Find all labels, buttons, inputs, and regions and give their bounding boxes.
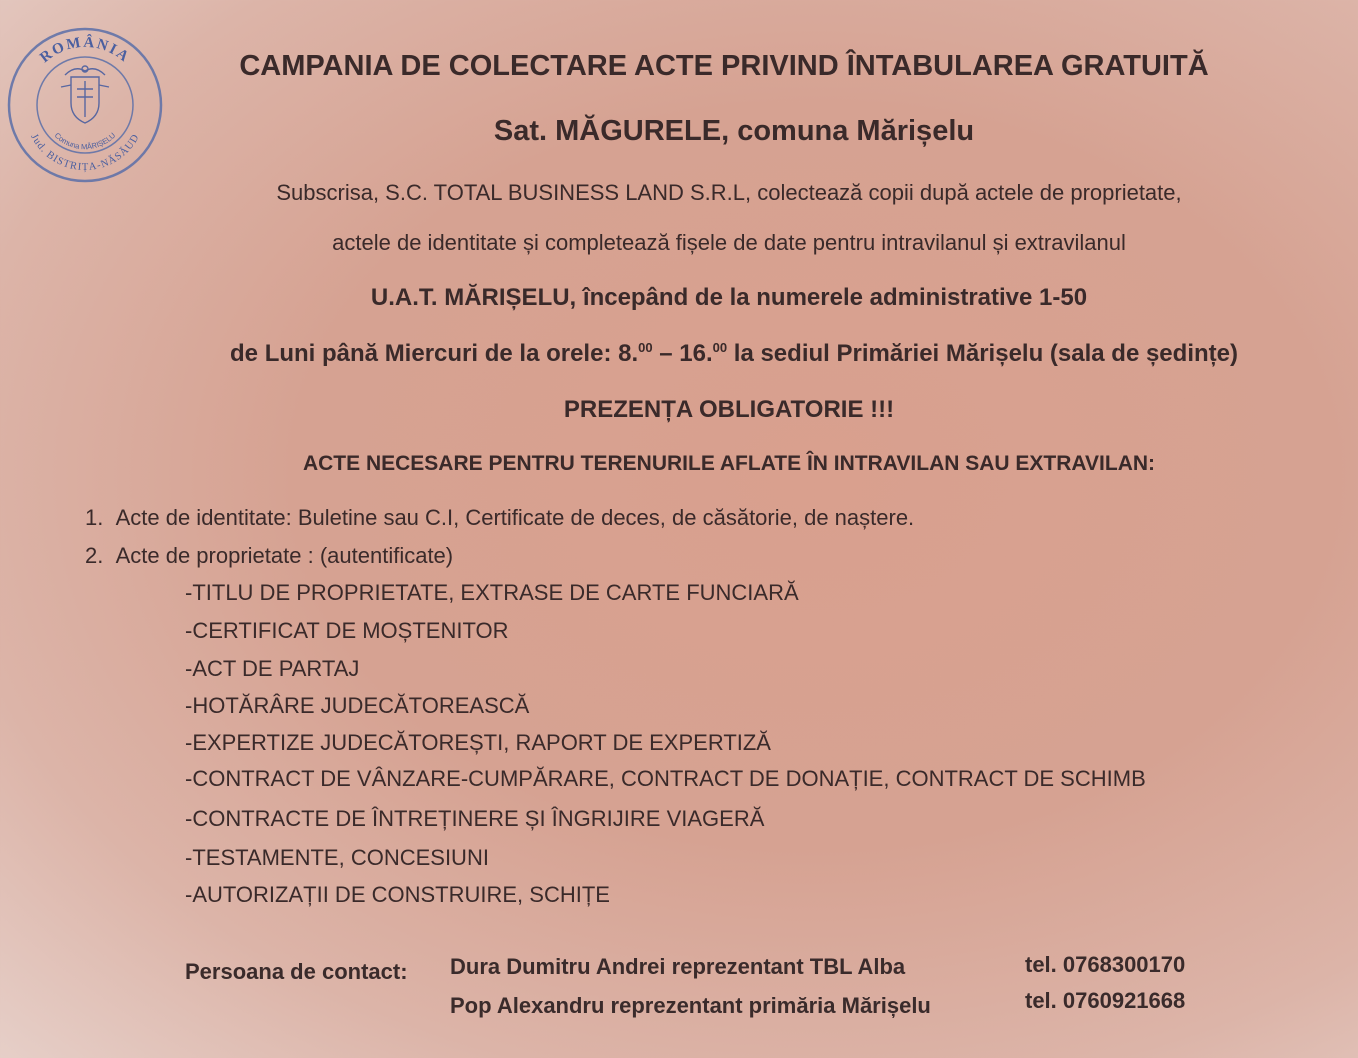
schedule-text-a: de Luni până Miercuri de la orele: 8.: [230, 340, 639, 367]
official-stamp: [5, 25, 165, 185]
sublist-item: -CONTRACT DE VÂNZARE-CUMPĂRARE, CONTRACT DE DONAȚIE, CONTRACT DE SCHIMB: [185, 766, 1146, 791]
contact-label: Persoana de contact:: [185, 959, 408, 984]
list-number: 1.: [85, 505, 104, 530]
list-text: Acte de proprietate : (autentificate): [115, 543, 454, 568]
mandatory-notice: PREZENȚA OBLIGATORIE !!!: [563, 396, 895, 423]
sublist-item: -ACT DE PARTAJ: [185, 656, 360, 681]
sublist-item: -HOTĂRÂRE JUDECĂTOREASCĂ: [185, 693, 530, 718]
list-number: 2.: [85, 543, 104, 568]
stamp-inner-text: Comuna MĂRIȘELU: [52, 130, 118, 152]
contact-phone-1: tel. 0768300170: [1025, 952, 1186, 977]
uat-line: U.A.T. MĂRIȘELU, începând de la numerele administrative 1-50: [370, 284, 1088, 311]
schedule-text-c: la sediul Primăriei Mărișelu (sala de ședințe): [727, 340, 1238, 367]
required-docs-heading: ACTE NECESARE PENTRU TERENURILE AFLATE ÎN INTRAVILAN SAU EXTRAVILAN:: [302, 452, 1156, 475]
schedule-line: [55, 340, 1358, 368]
sublist-item: -CERTIFICAT DE MOȘTENITOR: [185, 618, 509, 643]
intro-line-1: Subscrisa, S.C. TOTAL BUSINESS LAND S.R.L, colectează copii după actele de proprietate,: [276, 180, 1182, 205]
sublist-item: -TESTAMENTE, CONCESIUNI: [185, 845, 489, 870]
sublist-item: -AUTORIZAȚII DE CONSTRUIRE, SCHIȚE: [185, 882, 610, 907]
sublist-item: -CONTRACTE DE ÎNTREȚINERE ȘI ÎNGRIJIRE VIAGERĂ: [185, 806, 765, 831]
sublist-item: -TITLU DE PROPRIETATE, EXTRASE DE CARTE FUNCIARĂ: [185, 580, 799, 605]
contact-person-2: Pop Alexandru reprezentant primăria Mărișelu: [450, 993, 931, 1018]
list-item: [85, 543, 453, 569]
list-text: Acte de identitate: Buletine sau C.I, Certificate de deces, de căsătorie, de naștere.: [115, 505, 915, 530]
intro-line-2: actele de identitate și completează fișele de date pentru intravilanul și extravilanul: [332, 230, 1126, 255]
list-item: [85, 505, 914, 531]
stamp-top-text: ROMÂNIA: [37, 34, 133, 67]
contact-person-1: Dura Dumitru Andrei reprezentant TBL Alba: [450, 954, 906, 979]
schedule-text-b: – 16.: [652, 340, 713, 367]
page-subtitle: Sat. MĂGURELE, comuna Mărișelu: [493, 115, 975, 147]
contact-phone-2: tel. 0760921668: [1025, 988, 1186, 1013]
schedule-sup-1: 00: [638, 340, 653, 355]
sublist-item: -EXPERTIZE JUDECĂTOREȘTI, RAPORT DE EXPERTIZĂ: [185, 730, 771, 755]
stamp-bottom-text: Jud. BISTRIȚA-NĂSĂUD: [28, 132, 142, 174]
page-title: CAMPANIA DE COLECTARE ACTE PRIVIND ÎNTABULAREA GRATUITĂ: [239, 50, 1209, 82]
schedule-sup-2: 00: [712, 340, 728, 355]
